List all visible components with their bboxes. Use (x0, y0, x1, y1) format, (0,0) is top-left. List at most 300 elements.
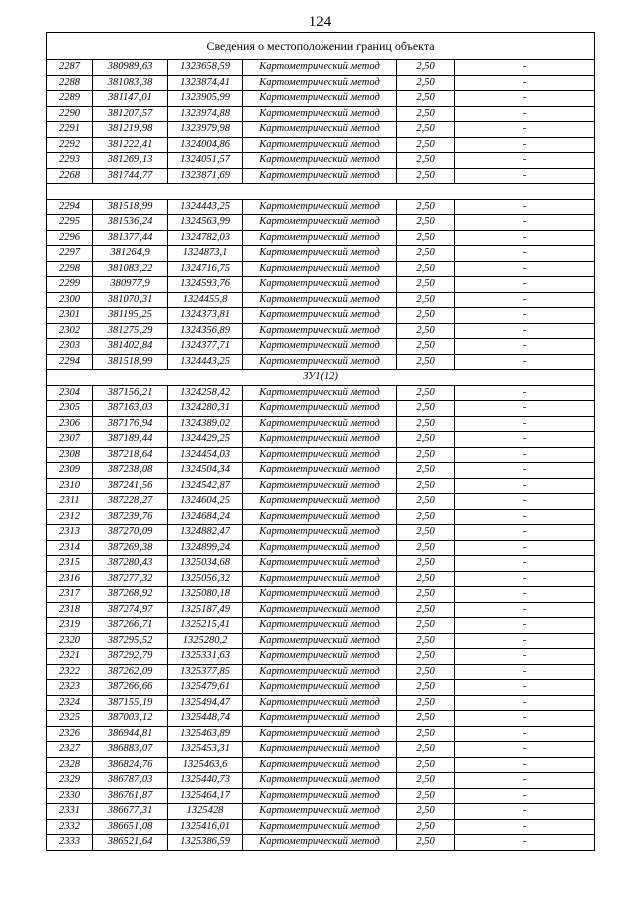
table-row (47, 773, 595, 789)
table-row (47, 788, 595, 804)
point-number: 2305 (47, 401, 93, 417)
description-cell: - (455, 292, 595, 308)
method-cell: Картометрический метод (243, 168, 397, 184)
x-coordinate: 386521,64 (93, 835, 168, 851)
description-cell: - (455, 246, 595, 262)
y-coordinate: 1323974,88 (168, 106, 243, 122)
point-number: 2303 (47, 339, 93, 355)
description-cell: - (455, 60, 595, 76)
accuracy-cell: 2,50 (397, 60, 455, 76)
point-number: 2312 (47, 509, 93, 525)
x-coordinate: 387156,21 (93, 385, 168, 401)
y-coordinate: 1324455,8 (168, 292, 243, 308)
table-row (47, 556, 595, 572)
method-cell: Картометрический метод (243, 804, 397, 820)
accuracy-cell: 2,50 (397, 137, 455, 153)
description-cell: - (455, 773, 595, 789)
description-cell: - (455, 339, 595, 355)
point-number: 2321 (47, 649, 93, 665)
x-coordinate: 381744,77 (93, 168, 168, 184)
method-cell: Картометрический метод (243, 525, 397, 541)
accuracy-cell: 2,50 (397, 385, 455, 401)
y-coordinate: 1324377,71 (168, 339, 243, 355)
x-coordinate: 387262,09 (93, 664, 168, 680)
boundary-coordinates-table (46, 32, 595, 851)
method-cell: Картометрический метод (243, 323, 397, 339)
point-number: 2326 (47, 726, 93, 742)
method-cell: Картометрический метод (243, 618, 397, 634)
table-row (47, 835, 595, 851)
x-coordinate: 387269,38 (93, 540, 168, 556)
y-coordinate: 1324443,25 (168, 199, 243, 215)
description-cell: - (455, 215, 595, 231)
point-number: 2306 (47, 416, 93, 432)
table-row (47, 432, 595, 448)
accuracy-cell: 2,50 (397, 556, 455, 572)
description-cell: - (455, 633, 595, 649)
point-number: 2268 (47, 168, 93, 184)
x-coordinate: 387292,79 (93, 649, 168, 665)
x-coordinate: 387155,19 (93, 695, 168, 711)
description-cell: - (455, 106, 595, 122)
y-coordinate: 1325428 (168, 804, 243, 820)
y-coordinate: 1325377,85 (168, 664, 243, 680)
method-cell: Картометрический метод (243, 556, 397, 572)
table-row (47, 804, 595, 820)
y-coordinate: 1324258,42 (168, 385, 243, 401)
table-title: Сведения о местоположении границ объекта (47, 33, 595, 60)
y-coordinate: 1325440,73 (168, 773, 243, 789)
point-number: 2294 (47, 354, 93, 370)
method-cell: Картометрический метод (243, 91, 397, 107)
method-cell: Картометрический метод (243, 478, 397, 494)
table-row (47, 215, 595, 231)
table-row (47, 649, 595, 665)
accuracy-cell: 2,50 (397, 602, 455, 618)
description-cell: - (455, 137, 595, 153)
method-cell: Картометрический метод (243, 230, 397, 246)
y-coordinate: 1324782,03 (168, 230, 243, 246)
point-number: 2300 (47, 292, 93, 308)
point-number: 2330 (47, 788, 93, 804)
description-cell: - (455, 587, 595, 603)
method-cell: Картометрический метод (243, 199, 397, 215)
description-cell: - (455, 742, 595, 758)
x-coordinate: 380989,63 (93, 60, 168, 76)
description-cell: - (455, 540, 595, 556)
description-cell: - (455, 509, 595, 525)
point-number: 2290 (47, 106, 93, 122)
method-cell: Картометрический метод (243, 649, 397, 665)
x-coordinate: 387176,94 (93, 416, 168, 432)
table-row (47, 726, 595, 742)
method-cell: Картометрический метод (243, 277, 397, 293)
point-number: 2308 (47, 447, 93, 463)
x-coordinate: 381264,9 (93, 246, 168, 262)
table-row (47, 106, 595, 122)
method-cell: Картометрический метод (243, 463, 397, 479)
y-coordinate: 1325463,89 (168, 726, 243, 742)
description-cell: - (455, 277, 595, 293)
accuracy-cell: 2,50 (397, 835, 455, 851)
x-coordinate: 381219,98 (93, 122, 168, 138)
description-cell: - (455, 75, 595, 91)
x-coordinate: 380977,9 (93, 277, 168, 293)
table-row (47, 91, 595, 107)
x-coordinate: 387280,43 (93, 556, 168, 572)
x-coordinate: 381083,22 (93, 261, 168, 277)
y-coordinate: 1324389,02 (168, 416, 243, 432)
y-coordinate: 1323979,98 (168, 122, 243, 138)
table-row (47, 401, 595, 417)
y-coordinate: 1324563,99 (168, 215, 243, 231)
method-cell: Картометрический метод (243, 664, 397, 680)
accuracy-cell: 2,50 (397, 695, 455, 711)
table-row (47, 664, 595, 680)
description-cell: - (455, 122, 595, 138)
description-cell: - (455, 447, 595, 463)
description-cell: - (455, 680, 595, 696)
description-cell: - (455, 618, 595, 634)
method-cell: Картометрический метод (243, 819, 397, 835)
method-cell: Картометрический метод (243, 695, 397, 711)
table-row (47, 122, 595, 138)
y-coordinate: 1325494,47 (168, 695, 243, 711)
point-number: 2323 (47, 680, 93, 696)
x-coordinate: 386883,07 (93, 742, 168, 758)
table-row (47, 742, 595, 758)
y-coordinate: 1323874,41 (168, 75, 243, 91)
description-cell: - (455, 168, 595, 184)
table-row (47, 261, 595, 277)
point-number: 2299 (47, 277, 93, 293)
table-row (47, 308, 595, 324)
accuracy-cell: 2,50 (397, 742, 455, 758)
y-coordinate: 1324504,34 (168, 463, 243, 479)
y-coordinate: 1325453,31 (168, 742, 243, 758)
method-cell: Картометрический метод (243, 432, 397, 448)
method-cell: Картометрический метод (243, 261, 397, 277)
accuracy-cell: 2,50 (397, 230, 455, 246)
accuracy-cell: 2,50 (397, 246, 455, 262)
x-coordinate: 387266,66 (93, 680, 168, 696)
point-number: 2317 (47, 587, 93, 603)
accuracy-cell: 2,50 (397, 168, 455, 184)
method-cell: Картометрический метод (243, 726, 397, 742)
description-cell: - (455, 494, 595, 510)
y-coordinate: 1324873,1 (168, 246, 243, 262)
point-number: 2304 (47, 385, 93, 401)
point-number: 2311 (47, 494, 93, 510)
y-coordinate: 1324356,89 (168, 323, 243, 339)
x-coordinate: 381402,84 (93, 339, 168, 355)
table-row (47, 292, 595, 308)
y-coordinate: 1325187,49 (168, 602, 243, 618)
table-row (47, 199, 595, 215)
x-coordinate: 381377,44 (93, 230, 168, 246)
x-coordinate: 387268,92 (93, 587, 168, 603)
y-coordinate: 1324051,57 (168, 153, 243, 169)
blank-row (47, 184, 595, 200)
x-coordinate: 386677,31 (93, 804, 168, 820)
table-row (47, 819, 595, 835)
method-cell: Картометрический метод (243, 773, 397, 789)
y-coordinate: 1325464,17 (168, 788, 243, 804)
method-cell: Картометрический метод (243, 106, 397, 122)
table-row (47, 385, 595, 401)
method-cell: Картометрический метод (243, 788, 397, 804)
description-cell: - (455, 757, 595, 773)
accuracy-cell: 2,50 (397, 757, 455, 773)
point-number: 2333 (47, 835, 93, 851)
table-title-row (47, 33, 595, 60)
point-number: 2328 (47, 757, 93, 773)
description-cell: - (455, 463, 595, 479)
table-row (47, 354, 595, 370)
description-cell: - (455, 354, 595, 370)
point-number: 2288 (47, 75, 93, 91)
method-cell: Картометрический метод (243, 60, 397, 76)
table-row (47, 494, 595, 510)
y-coordinate: 1325056,32 (168, 571, 243, 587)
accuracy-cell: 2,50 (397, 680, 455, 696)
point-number: 2318 (47, 602, 93, 618)
x-coordinate: 387277,32 (93, 571, 168, 587)
table-row (47, 478, 595, 494)
description-cell: - (455, 308, 595, 324)
point-number: 2315 (47, 556, 93, 572)
method-cell: Картометрический метод (243, 447, 397, 463)
y-coordinate: 1325386,59 (168, 835, 243, 851)
method-cell: Картометрический метод (243, 339, 397, 355)
point-number: 2291 (47, 122, 93, 138)
description-cell: - (455, 804, 595, 820)
y-coordinate: 1324684,24 (168, 509, 243, 525)
method-cell: Картометрический метод (243, 494, 397, 510)
x-coordinate: 381222,41 (93, 137, 168, 153)
y-coordinate: 1325080,18 (168, 587, 243, 603)
accuracy-cell: 2,50 (397, 618, 455, 634)
accuracy-cell: 2,50 (397, 819, 455, 835)
point-number: 2331 (47, 804, 93, 820)
accuracy-cell: 2,50 (397, 633, 455, 649)
accuracy-cell: 2,50 (397, 726, 455, 742)
y-coordinate: 1324882,47 (168, 525, 243, 541)
point-number: 2310 (47, 478, 93, 494)
x-coordinate: 381518,99 (93, 354, 168, 370)
accuracy-cell: 2,50 (397, 292, 455, 308)
table-row (47, 230, 595, 246)
group-label (47, 184, 595, 200)
table-row (47, 633, 595, 649)
point-number: 2292 (47, 137, 93, 153)
point-number: 2293 (47, 153, 93, 169)
accuracy-cell: 2,50 (397, 323, 455, 339)
x-coordinate: 386944,81 (93, 726, 168, 742)
accuracy-cell: 2,50 (397, 587, 455, 603)
description-cell: - (455, 788, 595, 804)
accuracy-cell: 2,50 (397, 525, 455, 541)
description-cell: - (455, 230, 595, 246)
accuracy-cell: 2,50 (397, 122, 455, 138)
description-cell: - (455, 416, 595, 432)
description-cell: - (455, 432, 595, 448)
accuracy-cell: 2,50 (397, 401, 455, 417)
x-coordinate: 387274,97 (93, 602, 168, 618)
y-coordinate: 1325479,61 (168, 680, 243, 696)
x-coordinate: 381518,99 (93, 199, 168, 215)
y-coordinate: 1324542,87 (168, 478, 243, 494)
description-cell: - (455, 835, 595, 851)
accuracy-cell: 2,50 (397, 308, 455, 324)
table-row (47, 153, 595, 169)
description-cell: - (455, 556, 595, 572)
x-coordinate: 381195,25 (93, 308, 168, 324)
x-coordinate: 381275,29 (93, 323, 168, 339)
description-cell: - (455, 726, 595, 742)
y-coordinate: 1323871,69 (168, 168, 243, 184)
table-row (47, 246, 595, 262)
method-cell: Картометрический метод (243, 742, 397, 758)
method-cell: Картометрический метод (243, 215, 397, 231)
x-coordinate: 387228,27 (93, 494, 168, 510)
y-coordinate: 1325448,74 (168, 711, 243, 727)
table-row (47, 587, 595, 603)
point-number: 2322 (47, 664, 93, 680)
y-coordinate: 1323905,99 (168, 91, 243, 107)
description-cell: - (455, 664, 595, 680)
description-cell: - (455, 91, 595, 107)
point-number: 2316 (47, 571, 93, 587)
x-coordinate: 386761,87 (93, 788, 168, 804)
table-row (47, 695, 595, 711)
point-number: 2289 (47, 91, 93, 107)
description-cell: - (455, 649, 595, 665)
table-row (47, 137, 595, 153)
point-number: 2319 (47, 618, 93, 634)
method-cell: Картометрический метод (243, 153, 397, 169)
accuracy-cell: 2,50 (397, 261, 455, 277)
point-number: 2307 (47, 432, 93, 448)
table-row (47, 618, 595, 634)
table-row (47, 75, 595, 91)
table-row (47, 447, 595, 463)
accuracy-cell: 2,50 (397, 354, 455, 370)
x-coordinate: 387239,76 (93, 509, 168, 525)
table-row (47, 711, 595, 727)
method-cell: Картометрический метод (243, 509, 397, 525)
y-coordinate: 1324604,25 (168, 494, 243, 510)
table-row (47, 540, 595, 556)
x-coordinate: 386787,03 (93, 773, 168, 789)
method-cell: Картометрический метод (243, 602, 397, 618)
accuracy-cell: 2,50 (397, 91, 455, 107)
description-cell: - (455, 153, 595, 169)
table-row (47, 277, 595, 293)
x-coordinate: 387241,56 (93, 478, 168, 494)
accuracy-cell: 2,50 (397, 509, 455, 525)
point-number: 2297 (47, 246, 93, 262)
accuracy-cell: 2,50 (397, 804, 455, 820)
point-number: 2325 (47, 711, 93, 727)
method-cell: Картометрический метод (243, 246, 397, 262)
point-number: 2313 (47, 525, 93, 541)
y-coordinate: 1324004,86 (168, 137, 243, 153)
point-number: 2320 (47, 633, 93, 649)
accuracy-cell: 2,50 (397, 540, 455, 556)
method-cell: Картометрический метод (243, 385, 397, 401)
table-row (47, 168, 595, 184)
x-coordinate: 381269,13 (93, 153, 168, 169)
method-cell: Картометрический метод (243, 633, 397, 649)
method-cell: Картометрический метод (243, 292, 397, 308)
group-label-row (47, 370, 595, 386)
method-cell: Картометрический метод (243, 354, 397, 370)
table-row (47, 463, 595, 479)
x-coordinate: 387003,12 (93, 711, 168, 727)
description-cell: - (455, 819, 595, 835)
description-cell: - (455, 571, 595, 587)
accuracy-cell: 2,50 (397, 494, 455, 510)
method-cell: Картометрический метод (243, 308, 397, 324)
accuracy-cell: 2,50 (397, 153, 455, 169)
point-number: 2298 (47, 261, 93, 277)
accuracy-cell: 2,50 (397, 199, 455, 215)
description-cell: - (455, 261, 595, 277)
accuracy-cell: 2,50 (397, 277, 455, 293)
method-cell: Картометрический метод (243, 540, 397, 556)
y-coordinate: 1325463,6 (168, 757, 243, 773)
accuracy-cell: 2,50 (397, 773, 455, 789)
x-coordinate: 387189,44 (93, 432, 168, 448)
description-cell: - (455, 695, 595, 711)
table-row (47, 757, 595, 773)
y-coordinate: 1324429,25 (168, 432, 243, 448)
y-coordinate: 1324454,03 (168, 447, 243, 463)
point-number: 2329 (47, 773, 93, 789)
accuracy-cell: 2,50 (397, 447, 455, 463)
table-row (47, 339, 595, 355)
point-number: 2287 (47, 60, 93, 76)
y-coordinate: 1325034,68 (168, 556, 243, 572)
y-coordinate: 1325331,63 (168, 649, 243, 665)
description-cell: - (455, 199, 595, 215)
accuracy-cell: 2,50 (397, 664, 455, 680)
description-cell: - (455, 323, 595, 339)
method-cell: Картометрический метод (243, 680, 397, 696)
description-cell: - (455, 478, 595, 494)
accuracy-cell: 2,50 (397, 432, 455, 448)
point-number: 2302 (47, 323, 93, 339)
point-number: 2324 (47, 695, 93, 711)
y-coordinate: 1325416,01 (168, 819, 243, 835)
method-cell: Картометрический метод (243, 122, 397, 138)
point-number: 2314 (47, 540, 93, 556)
table-row (47, 602, 595, 618)
x-coordinate: 381147,01 (93, 91, 168, 107)
table-row (47, 509, 595, 525)
table-row (47, 525, 595, 541)
x-coordinate: 387266,71 (93, 618, 168, 634)
x-coordinate: 387218,64 (93, 447, 168, 463)
method-cell: Картометрический метод (243, 711, 397, 727)
y-coordinate: 1325280,2 (168, 633, 243, 649)
table-row (47, 60, 595, 76)
point-number: 2301 (47, 308, 93, 324)
accuracy-cell: 2,50 (397, 416, 455, 432)
x-coordinate: 387163,03 (93, 401, 168, 417)
y-coordinate: 1324899,24 (168, 540, 243, 556)
